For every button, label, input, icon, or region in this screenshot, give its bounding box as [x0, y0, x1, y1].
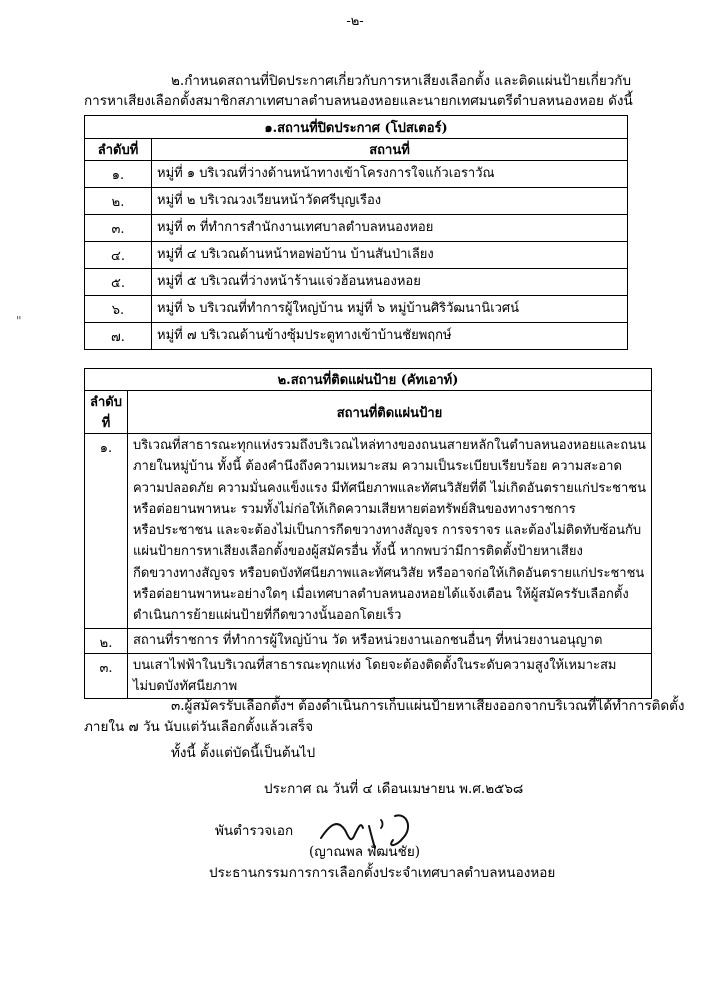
announce-date: ประกาศ ณ วันที่ ๔ เดือนเมษายน พ.ศ.๒๕๖๘ — [264, 781, 524, 797]
poster-row — [85, 242, 628, 269]
poster-row-place: หมู่ที่ ๑ บริเวณที่ว่างด้านหน้าทางเข้าโครงการใจแก้วเอราวัณ — [152, 161, 628, 188]
sign-row-text — [127, 434, 651, 629]
sign-locations-table — [84, 368, 652, 699]
sign-col-order: ลำดับที่ — [85, 391, 128, 434]
poster-row-place: หมู่ที่ ๓ ที่ทำการสำนักงานเทศบาลตำบลหนองหอย — [152, 215, 628, 242]
sign-row-line: บริเวณที่สาธารณะทุกแห่งรวมถึงบริเวณไหล่ทางของถนนสายหลักในตำบลหนองหอยและถนน — [132, 438, 646, 453]
poster-locations-table — [84, 115, 628, 350]
poster-row-place: หมู่ที่ ๗ บริเวณด้านข้างซุ้มประตูทางเข้าบ้านชัยพฤกษ์ — [152, 323, 628, 350]
section3-line1: ๓.ผู้สมัครรับเลือกตั้งฯ ต้องดำเนินการเก็บแผ่นป้ายหาเสียงออกจากบริเวณที่ได้ทำการติดตั้ง — [171, 698, 685, 714]
sign-row — [85, 628, 652, 653]
poster-col-place: สถานที่ — [152, 139, 628, 161]
section2-intro-line1: ๒.กำหนดสถานที่ปิดประกาศเกี่ยวกับการหาเสียงเลือกตั้ง และติดแผ่นป้ายเกี่ยวกับ — [171, 73, 632, 89]
signer-name: (ญาณพล พัฒนชัย) — [309, 844, 420, 860]
poster-row — [85, 161, 628, 188]
sign-row-number: ๒. — [85, 628, 128, 653]
sign-row-number: ๑. — [85, 434, 128, 629]
poster-row-place: หมู่ที่ ๒ บริเวณวงเวียนหน้าวัดศรีบุญเรือง — [152, 188, 628, 215]
poster-row — [85, 215, 628, 242]
sign-row — [85, 434, 652, 629]
sign-table-body — [85, 434, 652, 699]
sign-row-line: สถานที่ราชการ ที่ทำการผู้ใหญ่บ้าน วัด หรือหน่วยงานเอกชนอื่นๆ ที่หน่วยงานอนุญาต — [132, 633, 603, 649]
sign-row-line: หรือประชาชน และจะต้องไม่เป็นการกีดขวางทางสัญจร การจราจร และต้องไม่ติดทับซ้อนกับ — [132, 523, 642, 539]
poster-row-number: ๓. — [85, 215, 152, 242]
sign-col-place: สถานที่ติดแผ่นป้าย — [127, 391, 651, 434]
sign-row-line: หรือต่อยานพาหนะ รวมทั้งไม่ก่อให้เกิดความเสียหายต่อทรัพย์สินของทางราชการ — [132, 501, 576, 517]
sign-row — [85, 653, 652, 699]
poster-row-number: ๕. — [85, 269, 152, 296]
ditto-mark: " — [16, 314, 22, 328]
sign-row-line: ภายในหมู่บ้าน ทั้งนี้ ต้องคำนึงถึงความเหมาะสม ความเป็นระเบียบเรียบร้อย ความสะอาด — [132, 459, 622, 475]
signer-rank: พันตำรวจเอก — [215, 823, 294, 839]
poster-col-order: ลำดับที่ — [85, 139, 152, 161]
sign-row-text — [127, 628, 651, 653]
poster-row-number: ๑. — [85, 161, 152, 188]
page-number: -๒- — [346, 14, 364, 29]
section2-intro-line2: การหาเสียงเลือกตั้งสมาชิกสภาเทศบาลตำบลหนองหอยและนายกเทศมนตรีตำบลหนองหอย ดังนี้ — [84, 93, 633, 109]
poster-table-body — [85, 161, 628, 350]
poster-row — [85, 269, 628, 296]
sign-row-line: แผ่นป้ายการหาเสียงเลือกตั้งของผู้สมัครอื่น ทั้งนี้ หากพบว่ามีการติดตั้งป้ายหาเสียง — [132, 544, 583, 560]
poster-row-place: หมู่ที่ ๖ บริเวณที่ทำการผู้ใหญ่บ้าน หมู่ที่ ๖ หมู่บ้านศิริวัฒนานิเวศน์ — [152, 296, 628, 323]
poster-table-title: ๑.สถานที่ปิดประกาศ (โปสเตอร์) — [85, 116, 628, 139]
poster-row-number: ๖. — [85, 296, 152, 323]
poster-row-number: ๔. — [85, 242, 152, 269]
sign-row-line: ไม่บดบังทัศนียภาพ — [132, 678, 238, 694]
sign-row-text — [127, 653, 651, 699]
sign-table-title: ๒.สถานที่ติดแผ่นป้าย (คัทเอาท์) — [85, 369, 652, 391]
sign-row-line: ความปลอดภัย ความมั่นคงแข็งแรง มีทัศนียภาพและทัศนวิสัยที่ดี ไม่เกิดอันตรายแก่ประชาชน — [132, 480, 647, 496]
sign-row-line: ดำเนินการย้ายแผ่นป้ายที่กีดขวางนั้นออกโดยเร็ว — [132, 608, 402, 624]
poster-row-number: ๗. — [85, 323, 152, 350]
signer-position: ประธานกรรมการการเลือกตั้งประจำเทศบาลตำบลหนองหอย — [209, 865, 556, 881]
poster-row-place: หมู่ที่ ๔ บริเวณด้านหน้าหอพ่อบ้าน บ้านสันป่าเลียง — [152, 242, 628, 269]
section3-line2: ภายใน ๗ วัน นับแต่วันเลือกตั้งแล้วเสร็จ — [84, 719, 314, 735]
sign-row-line: กีดขวางทางสัญจร หรือบดบังทัศนียภาพและทัศนวิสัย หรืออาจก่อให้เกิดอันตรายแก่ประชาชน — [132, 565, 645, 581]
poster-row — [85, 323, 628, 350]
effective-note: ทั้งนี้ ตั้งแต่บัดนี้เป็นต้นไป — [171, 745, 316, 761]
sign-row-line: หรือต่อยานพาหนะอย่างใดๆ เมื่อเทศบาลตำบลหนองหอยได้แจ้งเตือน ให้ผู้สมัครรับเลือกตั้ง — [132, 587, 629, 603]
sign-row-number: ๓. — [85, 653, 128, 699]
poster-row-number: ๒. — [85, 188, 152, 215]
sign-row-line: บนเสาไฟฟ้าในบริเวณที่สาธารณะทุกแห่ง โดยจะต้องติดตั้งในระดับความสูงให้เหมาะสม — [132, 657, 617, 673]
poster-row — [85, 188, 628, 215]
poster-row — [85, 296, 628, 323]
poster-row-place: หมู่ที่ ๕ บริเวณที่ว่างหน้าร้านแจ่วฮ้อนหนองหอย — [152, 269, 628, 296]
